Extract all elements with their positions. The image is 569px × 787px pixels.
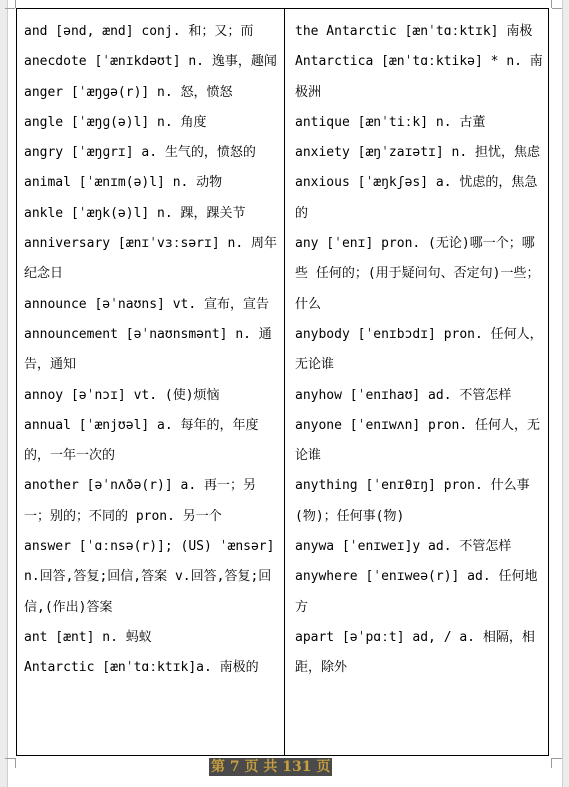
vocabulary-table — [16, 8, 549, 756]
crop-mark — [551, 0, 552, 8]
vocab-entry: anger [ˈæŋɡə(r)] n. 怒，愤怒 — [24, 84, 233, 100]
crop-mark — [552, 8, 562, 9]
vocab-entry: anxious [ˈæŋkʃəs] a. 忧虑的，焦急的 — [295, 175, 538, 221]
vocab-entry: anywa [ˈenɪweɪ]y ad. 不管怎样 — [295, 539, 512, 555]
crop-mark — [5, 758, 15, 759]
vocab-entry: and [ənd, ænd] conj. 和；又；而 — [24, 24, 254, 39]
left-margin-strip — [0, 0, 8, 787]
vocab-entry: apart [əˈpɑːt] ad, / a. 相隔，相距，除外 — [295, 629, 535, 676]
vocab-entry: another [əˈnʌðə(r)] a. 再一；另一；别的；不同的 pron. 另一个 — [24, 478, 257, 524]
vocab-entry: anywhere [ˈenɪweə(r)] ad. 任何地方 — [295, 569, 538, 615]
vocab-entry: anniversary [ænɪˈvɜːsərɪ] n. 周年纪念日 — [24, 236, 277, 282]
left-column — [24, 17, 280, 684]
vocab-entry: ant [ænt] n. 蚂蚁 — [24, 629, 152, 645]
vocab-entry: any [ˈenɪ] pron. (无论)哪一个；哪些 任何的；(用于疑问句、否定句)一些；什么 — [295, 236, 540, 312]
right-margin-strip — [562, 0, 569, 787]
vocab-entry: announcement [əˈnaʊnsmənt] n. 通告，通知 — [24, 326, 272, 373]
crop-mark — [5, 8, 15, 9]
vocab-entry: ankle [ˈæŋk(ə)l] n. 踝，踝关节 — [24, 205, 246, 221]
crop-mark — [15, 758, 16, 768]
vocab-entry: Antarctica [ænˈtɑːktikə] * n. 南极洲 — [295, 54, 543, 100]
vocab-entry: angle [ˈæŋɡ(ə)l] n. 角度 — [24, 114, 207, 130]
vocab-entry: anything [ˈenɪθɪŋ] pron. 什么事(物)；任何事(物) — [295, 478, 530, 524]
vocab-entry: annual [ˈænjʊəl] a. 每年的，年度的，一年一次的 — [24, 417, 259, 464]
crop-mark — [551, 758, 552, 768]
crop-mark — [15, 0, 16, 8]
vocab-entry: animal [ˈænɪm(ə)l] n. 动物 — [24, 175, 223, 191]
vocab-entry: anybody [ˈenɪbɔdɪ] pron. 任何人，无论谁 — [295, 326, 543, 373]
vocab-entry: anxiety [æŋˈzaɪətɪ] n. 担忧，焦虑 — [295, 145, 541, 161]
vocab-entry: antique [ænˈtiːk] n. 古董 — [295, 114, 486, 130]
page-number-footer: 第 7 页 共 131 页 — [211, 759, 331, 775]
crop-mark — [552, 758, 562, 759]
vocab-entry: anyhow [ˈenɪhaʊ] ad. 不管怎样 — [295, 387, 512, 403]
vocab-entry: the Antarctic [ænˈtɑːktɪk] 南极 — [295, 24, 533, 39]
vocab-entry: anyone [ˈenɪwʌn] pron. 任何人，无论谁 — [295, 417, 541, 464]
vocab-entry: answer [ˈɑːnsə(r)]; (US) ˈænsər] n.回答,答复;回信,答案 v.回答,答复;回信,(作出)答案 — [24, 539, 275, 615]
vocab-entry: angry [ˈæŋɡrɪ] a. 生气的，愤怒的 — [24, 145, 256, 161]
vocab-entry: annoy [əˈnɔɪ] vt. (使)烦恼 — [24, 387, 220, 403]
vocab-entry: announce [əˈnaʊns] vt. 宣布，宣告 — [24, 296, 270, 312]
right-column — [295, 17, 547, 684]
vocab-entry: anecdote [ˈænɪkdəʊt] n. 逸事，趣闻 — [24, 54, 277, 70]
vocab-entry: Antarctic [ænˈtɑːktɪk]a. 南极的 — [24, 660, 259, 676]
column-divider — [284, 9, 285, 755]
